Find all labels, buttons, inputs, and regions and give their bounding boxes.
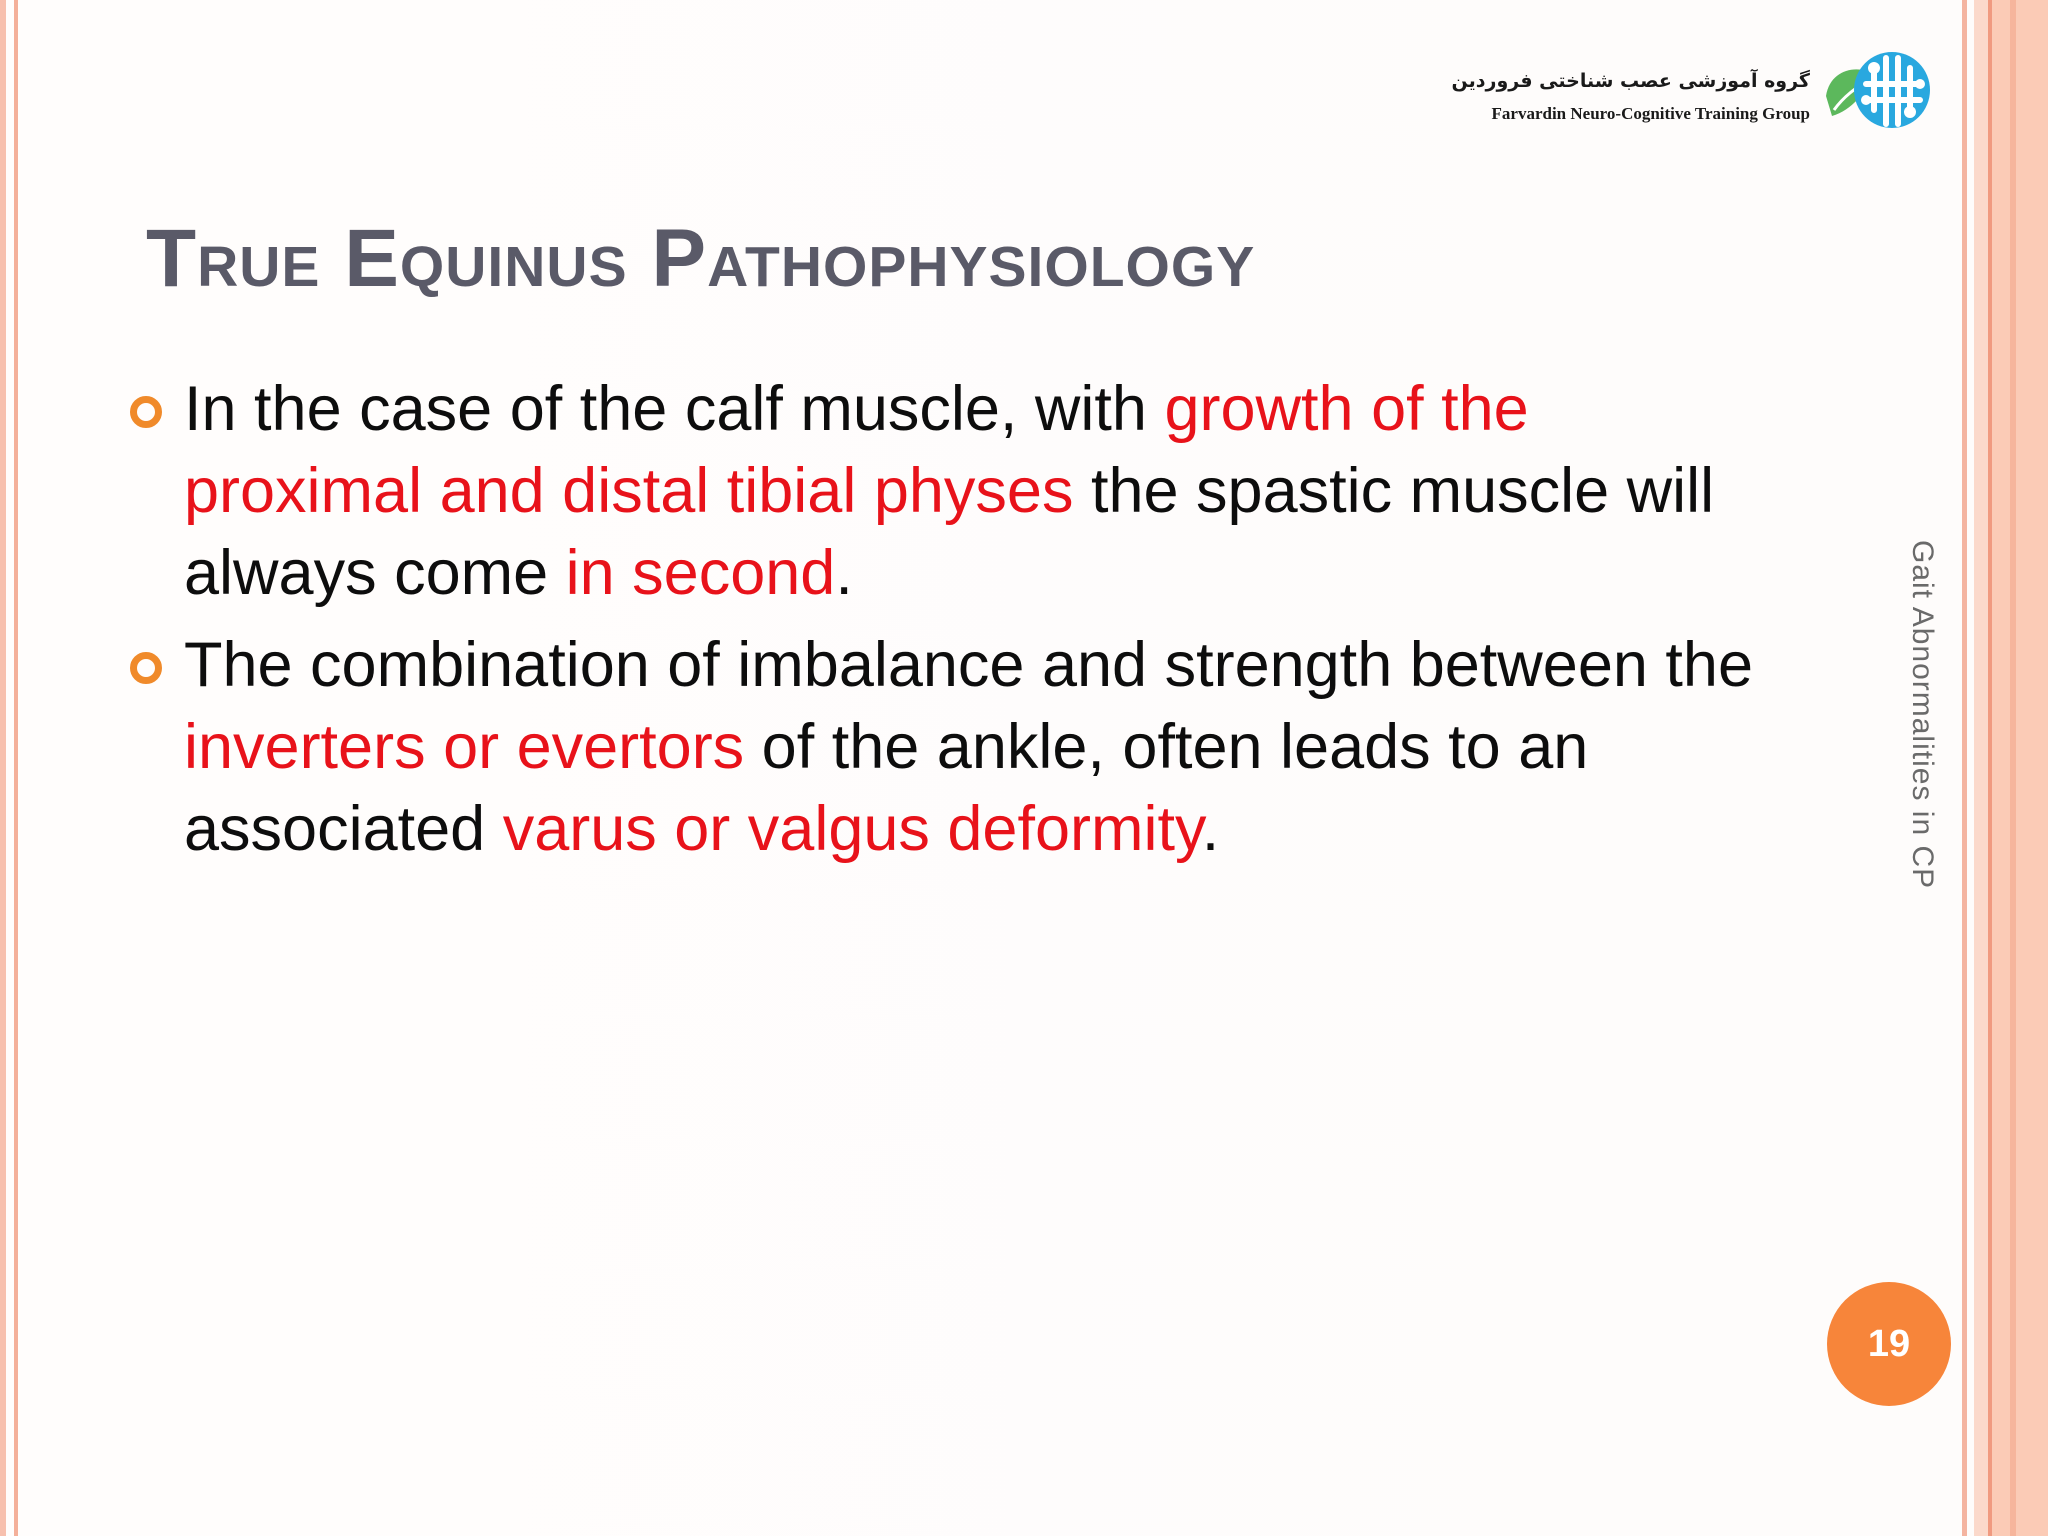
highlighted-text: growth of the proximal and distal tibial physes <box>184 374 1529 526</box>
bullet-ring-icon <box>130 652 162 684</box>
bullet-item <box>130 624 1770 870</box>
bullet-text-segment: of the ankle, often leads to an associated <box>184 712 1589 864</box>
bullet-ring-icon <box>130 396 162 428</box>
logo-name-english: Farvardin Neuro-Cognitive Training Group <box>1491 104 1810 123</box>
right-border-stripe <box>1974 0 1988 1536</box>
bullet-text-segment: . <box>1201 794 1220 864</box>
bullet-text-segment: . <box>835 538 853 608</box>
bullet-list <box>130 368 1770 880</box>
bullet-text-segment: The combination of imbalance and strength between the <box>184 630 1754 700</box>
organization-logo <box>1451 44 1940 144</box>
highlighted-text: inverters or evertors <box>184 712 745 782</box>
left-border-stripe <box>0 0 6 1536</box>
page-number-badge: 19 <box>1827 1282 1951 1406</box>
side-footer-label: Gait Abnormalities in CP <box>1906 540 1939 890</box>
highlighted-text: varus or valgus deformity <box>502 794 1202 864</box>
bullet-item <box>130 368 1770 614</box>
left-border-stripe <box>14 0 18 1536</box>
slide-title: True Equinus Pathophysiology <box>146 213 1256 304</box>
highlighted-text: in second <box>565 538 836 608</box>
logo-name-persian: گروه آموزشی عصب شناختی فروردین <box>1451 70 1810 92</box>
bullet-text-segment: the spastic muscle will always come <box>184 456 1715 608</box>
bullet-text-segment: In the case of the calf muscle, with <box>184 374 1165 444</box>
right-border-band <box>1992 0 2048 1536</box>
right-border-stripe <box>2010 0 2016 1536</box>
right-border-stripe <box>1962 0 1967 1536</box>
right-border-stripe <box>1988 0 1992 1536</box>
brain-leaf-logo-icon <box>1822 44 1934 140</box>
